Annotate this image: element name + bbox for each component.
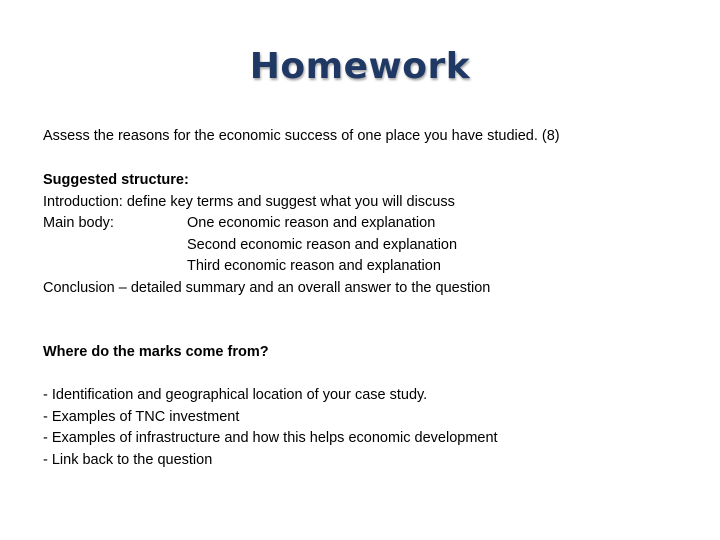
list-item: - Examples of TNC investment: [43, 408, 240, 425]
suggested-structure-section: [43, 170, 693, 300]
list-item: - Examples of infrastructure and how this helps economic development: [43, 430, 498, 447]
structure-conclusion: Conclusion – detailed summary and an overall answer to the question: [43, 279, 491, 296]
list-item: - Link back to the question: [43, 451, 213, 468]
main-body-item: Third economic reason and explanation: [187, 258, 441, 275]
structure-introduction: Introduction: define key terms and suggest what you will discuss: [43, 193, 455, 210]
structure-heading: Suggested structure:: [43, 172, 189, 188]
marks-list: [43, 385, 693, 471]
marks-heading: Where do the marks come from?: [43, 344, 269, 360]
main-body-item: Second economic reason and explanation: [187, 236, 458, 253]
list-item: - Identification and geographical location of your case study.: [43, 387, 428, 403]
page-title: Homework: [249, 46, 471, 87]
prompt-text: Assess the reasons for the economic success of one place you have studied. (8): [43, 128, 560, 144]
homework-prompt: [43, 126, 693, 148]
main-body-label: Main body:: [43, 215, 114, 232]
marks-section-heading: [43, 342, 693, 364]
structure-main-body-row: [43, 213, 693, 235]
main-body-item: One economic reason and explanation: [187, 215, 436, 232]
